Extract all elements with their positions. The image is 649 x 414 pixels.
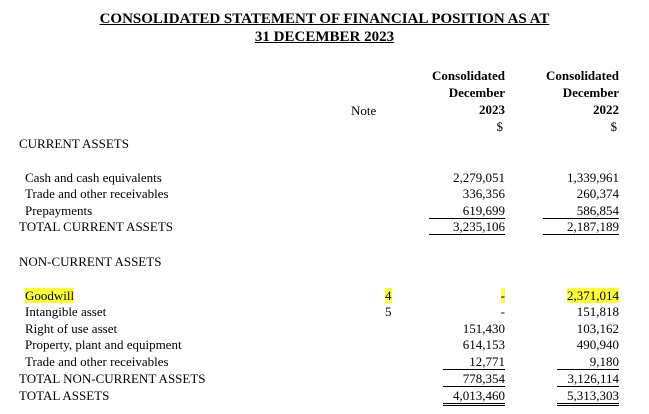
row-2023-goodwill: - [500, 288, 505, 303]
row-2022-right-of-use: 103,162 [576, 321, 619, 336]
row-note-intangible: 5 [385, 304, 392, 319]
col-2023-header-year: 2023 [479, 102, 505, 117]
row-2022-goodwill: 2,371,014 [567, 288, 619, 303]
col-2023-currency: $ [496, 119, 503, 134]
row-label-right-of-use: Right of use asset [25, 321, 118, 336]
col-2022-header-line2: December [562, 85, 619, 100]
row-2023-intangible: - [500, 304, 505, 319]
row-label-nc-trade-receivables: Trade and other receivables [25, 354, 169, 369]
col-2023-header-line1: Consolidated [432, 68, 505, 83]
row-label-trade-receivables: Trade and other receivables [25, 186, 169, 201]
row-2022-trade-receivables: 260,374 [576, 186, 619, 201]
row-2023-trade-receivables: 336,356 [462, 186, 505, 201]
row-2023-nc-trade-receivables: 12,771 [443, 354, 505, 370]
row-label-intangible: Intangible asset [25, 304, 107, 319]
statement-title-line2: 31 DECEMBER 2023 [254, 29, 395, 45]
note-column-header: Note [351, 103, 377, 118]
row-2022-prepayments: 586,854 [543, 203, 619, 219]
row-2023-prepayments: 619,699 [429, 203, 505, 219]
row-2022-cash: 1,339,961 [567, 170, 619, 185]
row-2023-right-of-use: 151,430 [462, 321, 505, 336]
row-2023-ppe: 614,153 [462, 337, 505, 352]
total-current-assets-label: TOTAL CURRENT ASSETS [19, 219, 174, 234]
row-label-prepayments: Prepayments [25, 203, 93, 218]
total-current-assets-2022: 2,187,189 [543, 219, 619, 235]
current-assets-heading: CURRENT ASSETS [19, 136, 129, 151]
row-2022-intangible: 151,818 [576, 304, 619, 319]
total-assets-2022: 5,313,303 [557, 388, 619, 406]
col-2022-header-year: 2022 [593, 102, 619, 117]
row-label-cash: Cash and cash equivalents [25, 170, 162, 185]
row-label-ppe: Property, plant and equipment [25, 337, 182, 352]
row-2022-ppe: 490,940 [576, 337, 619, 352]
total-assets-2023: 4,013,460 [443, 388, 505, 406]
total-assets-label: TOTAL ASSETS [19, 388, 110, 403]
total-non-current-assets-2023: 778,354 [443, 371, 505, 387]
row-note-goodwill: 4 [385, 288, 392, 303]
row-label-goodwill: Goodwill [25, 288, 75, 303]
total-non-current-assets-label: TOTAL NON-CURRENT ASSETS [19, 371, 206, 386]
row-2023-cash: 2,279,051 [453, 170, 505, 185]
total-non-current-assets-2022: 3,126,114 [557, 371, 619, 387]
statement-title-line1: CONSOLIDATED STATEMENT OF FINANCIAL POSITION AS AT [99, 11, 550, 27]
row-2022-nc-trade-receivables: 9,180 [557, 354, 619, 370]
col-2023-header-line2: December [448, 85, 505, 100]
col-2022-header-line1: Consolidated [546, 68, 619, 83]
non-current-assets-heading: NON-CURRENT ASSETS [19, 254, 162, 269]
col-2022-currency: $ [610, 119, 617, 134]
total-current-assets-2023: 3,235,106 [429, 219, 505, 235]
